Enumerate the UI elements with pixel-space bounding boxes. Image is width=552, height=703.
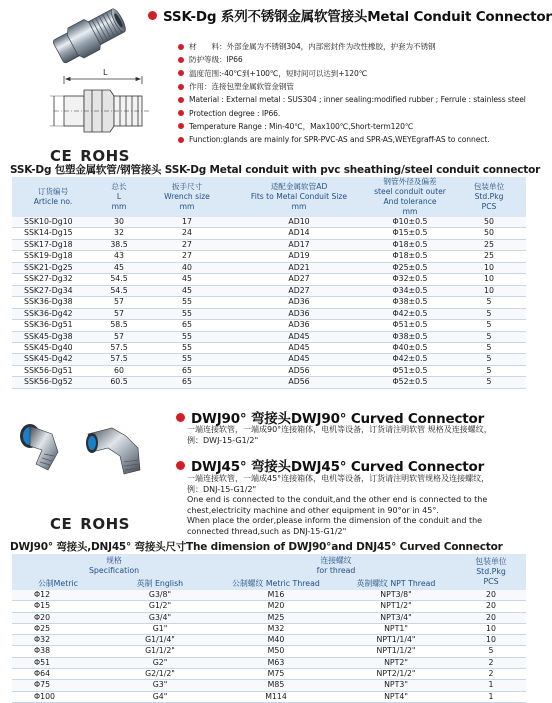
header-line: Specification — [88, 566, 140, 575]
table-header-row — [12, 554, 526, 578]
header-line: PCS — [483, 577, 499, 586]
dwj90-connector-photo — [8, 418, 158, 482]
table-cell: NPT4" — [336, 691, 456, 702]
table-cell: AD21 — [230, 262, 368, 273]
table-cell: 20 — [456, 612, 526, 623]
table-row — [12, 612, 526, 623]
col-header-npt-thread: 英制螺纹 NPT Thread — [336, 578, 456, 590]
ce-rohs-mark-bottom — [50, 515, 130, 533]
table-cell: 5 — [456, 646, 526, 657]
table-cell: AD14 — [230, 228, 368, 239]
table-cell: 65 — [144, 365, 230, 376]
table-cell: SSK36-Dg51 — [12, 320, 94, 331]
table-cell: SSK36-Dg42 — [12, 308, 94, 319]
table-cell: 57 — [94, 308, 144, 319]
table-row — [12, 262, 526, 273]
ce-mark-icon: C​E — [50, 515, 73, 533]
table-cell: Φ18±0.5 — [368, 251, 452, 262]
table-cell: Φ38±0.5 — [368, 297, 452, 308]
table-subheader-row — [12, 578, 526, 590]
table2-title: DWJ90° 弯接头,DNJ45° 弯接头尺寸The dimension of DWJ90°and DNJ45° Curved Connector — [10, 541, 503, 553]
table-cell: AD45 — [230, 342, 368, 353]
table-cell: NPT1" — [336, 623, 456, 634]
spec-item — [178, 93, 534, 106]
table-cell: G2" — [104, 657, 216, 668]
table-cell: Φ20 — [12, 612, 104, 623]
table-cell: SSK45-Dg42 — [12, 354, 94, 365]
dwj45-text-line: 一端连接软管，一端成45°连接箱体，电机等设备，订货请注明软管规格及连接螺纹， — [187, 474, 490, 483]
table-cell: NPT3/4" — [336, 612, 456, 623]
table-cell: 2 — [456, 669, 526, 680]
table-cell: 25 — [452, 251, 526, 262]
table-row — [12, 623, 526, 634]
table-cell: 30 — [94, 217, 144, 228]
table-cell: 27 — [144, 239, 230, 250]
table-cell: 57.5 — [94, 354, 144, 365]
table-cell: NPT2" — [336, 657, 456, 668]
table-cell: Φ12 — [12, 590, 104, 601]
table-cell: 65 — [144, 320, 230, 331]
ssk-header — [148, 5, 552, 25]
table-cell: 5 — [452, 320, 526, 331]
table-cell: Φ51 — [12, 657, 104, 668]
dwj90-text-line: 一端连接软管，一端成90°连接箱体，电机等设备，订货请注明软管 规格及连接螺纹， — [187, 425, 492, 434]
table-cell: Φ64 — [12, 669, 104, 680]
table-cell: 57.5 — [94, 342, 144, 353]
ssk-title: SSK-Dg 系列不锈钢金属软管接头Metal Conduit Connector — [163, 9, 552, 25]
table-cell: M40 — [216, 635, 336, 646]
table-cell: 10 — [456, 635, 526, 646]
spec-text: 作用：连接包塑金属软管金钢管 — [189, 82, 294, 92]
table-cell: AD17 — [230, 239, 368, 250]
table-cell: G3" — [104, 680, 216, 691]
dwj45-text-line: When place the order,please inform the dimension of the conduit and the — [187, 516, 483, 526]
table-cell: AD27 — [230, 285, 368, 296]
spec-bullet-icon — [178, 44, 184, 50]
table-cell: M63 — [216, 657, 336, 668]
table-row — [12, 228, 526, 239]
table-cell: 40 — [144, 262, 230, 273]
spec-item — [178, 67, 534, 80]
table-cell: M114 — [216, 691, 336, 702]
table-row — [12, 377, 526, 388]
dwj45-text-line: 例：DNJ-15-G1/2" — [187, 484, 257, 494]
table-cell: AD56 — [230, 377, 368, 388]
spec-text: 防护等级：IP66 — [189, 55, 243, 65]
table-cell: AD45 — [230, 331, 368, 342]
table-cell: NPT1/1/4" — [336, 635, 456, 646]
table-cell: G4" — [104, 691, 216, 702]
table-cell: 55 — [144, 297, 230, 308]
table-cell: 57 — [94, 297, 144, 308]
col-header-outer: 钢管外径及偏差 steel conduit outer And tolerance mm — [368, 177, 452, 217]
table-cell: 5 — [452, 354, 526, 365]
table-row — [12, 251, 526, 262]
table-cell: Φ75 — [12, 680, 104, 691]
table-cell: G1/1/4" — [104, 635, 216, 646]
dwj-dimension-table — [12, 554, 526, 703]
table-cell: 5 — [452, 377, 526, 388]
length-dimension-label: L — [103, 68, 108, 77]
spec-item — [178, 120, 534, 133]
table-cell: Φ40±0.5 — [368, 342, 452, 353]
spec-bullet-icon — [178, 84, 184, 90]
col-header-metric: 公制Metric — [12, 578, 104, 590]
table-cell: SSK36-Dg38 — [12, 297, 94, 308]
col-header-metric-thread: 公制螺纹 Metric Thread — [216, 578, 336, 590]
table1-title: SSK-Dg 包塑金属软管/钢管接头 SSK-Dg Metal conduit with pvc sheathing/steel conduit connector — [10, 164, 541, 176]
dwj45-text-line: chest,electricity machine and other equipment in 90°or in 45°. — [187, 505, 439, 515]
dwj45-text-line: connected thread,such as DNJ-15-G1/2" — [187, 526, 347, 536]
spec-item — [178, 40, 534, 53]
table-row — [12, 680, 526, 691]
table-cell: NPT3/8" — [336, 590, 456, 601]
table-cell: SSK56-Dg51 — [12, 365, 94, 376]
dwj90-text-line: 例：DWJ-15-G1/2" — [187, 435, 259, 445]
table-cell: G1/1/2" — [104, 646, 216, 657]
table-cell: Φ15±0.5 — [368, 228, 452, 239]
table-cell: SSK14-Dg15 — [12, 228, 94, 239]
table-cell: SSK21-Dg25 — [12, 262, 94, 273]
table-cell: 50 — [452, 217, 526, 228]
table-cell: M85 — [216, 680, 336, 691]
table-cell: SSK19-Dg18 — [12, 251, 94, 262]
table-cell: M50 — [216, 646, 336, 657]
table-cell: Φ10±0.5 — [368, 217, 452, 228]
table-cell: Φ100 — [12, 691, 104, 702]
table-cell: NPT2/1/2" — [336, 669, 456, 680]
table-cell: Φ25 — [12, 623, 104, 634]
table-cell: M16 — [216, 590, 336, 601]
table-row — [12, 657, 526, 668]
table-cell: Φ52±0.5 — [368, 377, 452, 388]
table-row — [12, 354, 526, 365]
table-cell: G3/4" — [104, 612, 216, 623]
table-cell: 25 — [452, 239, 526, 250]
table-cell: M32 — [216, 623, 336, 634]
section-bullet-icon — [176, 413, 185, 422]
table-cell: G2/1/2" — [104, 669, 216, 680]
section-bullet-icon — [148, 11, 157, 20]
table-cell: 10 — [452, 285, 526, 296]
spec-bullet-icon — [178, 97, 184, 103]
table-cell: Φ25±0.5 — [368, 262, 452, 273]
table-cell: 1 — [456, 680, 526, 691]
ce-mark-icon: C​E — [50, 147, 73, 165]
header-line: for thread — [316, 566, 356, 575]
col-header-thread — [216, 554, 456, 578]
table-cell: Φ38±0.5 — [368, 331, 452, 342]
table-cell: 45 — [144, 274, 230, 285]
table-cell: Φ38 — [12, 646, 104, 657]
table-row — [12, 342, 526, 353]
table-cell: SSK27-Dg32 — [12, 274, 94, 285]
table-cell: Φ42±0.5 — [368, 354, 452, 365]
table-cell: 50 — [452, 228, 526, 239]
table-cell: 5 — [452, 308, 526, 319]
dwj90-header — [176, 407, 484, 427]
table-cell: G1" — [104, 623, 216, 634]
table-cell: Φ15 — [12, 601, 104, 612]
table-cell: 55 — [144, 308, 230, 319]
table-cell: SSK56-Dg52 — [12, 377, 94, 388]
table-row — [12, 365, 526, 376]
table-row — [12, 217, 526, 228]
dwj90-title: DWJ90° 弯接头DWJ90° Curved Connector — [191, 411, 485, 427]
dwj45-text-line: One end is connected to the conduit,and the other end is connected to the — [187, 495, 488, 505]
table-cell: AD10 — [230, 217, 368, 228]
table-cell: SSK27-Dg34 — [12, 285, 94, 296]
table-cell: Φ51±0.5 — [368, 320, 452, 331]
table-cell: 54.5 — [94, 274, 144, 285]
table-row — [12, 635, 526, 646]
table-row — [12, 274, 526, 285]
table-row — [12, 297, 526, 308]
table-header-row — [12, 177, 526, 217]
header-line: 规格 — [106, 556, 122, 565]
table-cell: G1/2" — [104, 601, 216, 612]
table-cell: M25 — [216, 612, 336, 623]
table-row — [12, 590, 526, 601]
ssk-dimension-table — [12, 177, 526, 389]
table-cell: 58.5 — [94, 320, 144, 331]
table-cell: SSK45-Dg38 — [12, 331, 94, 342]
table-cell: 60.5 — [94, 377, 144, 388]
dwj45-title: DWJ45° 弯接头DWJ45° Curved Connector — [191, 459, 485, 475]
table-row — [12, 320, 526, 331]
table-cell: AD56 — [230, 365, 368, 376]
table-cell: 2 — [456, 657, 526, 668]
table-cell: 24 — [144, 228, 230, 239]
spec-bullet-icon — [178, 57, 184, 63]
table-cell: 20 — [456, 590, 526, 601]
dwj90-description — [187, 425, 492, 446]
table-cell: 55 — [144, 354, 230, 365]
col-header-conduit: 适配金属软管AD Fits to Metal Conduit Size mm — [230, 177, 368, 217]
spec-bullet-icon — [178, 123, 184, 129]
table-cell: SSK17-Dg18 — [12, 239, 94, 250]
table-cell: 27 — [144, 251, 230, 262]
table-row — [12, 646, 526, 657]
table-cell: Φ51±0.5 — [368, 365, 452, 376]
table-row — [12, 239, 526, 250]
dwj45-header — [176, 455, 484, 475]
table-cell: NPT3" — [336, 680, 456, 691]
spec-text: Protection degree : IP66. — [189, 108, 281, 118]
table-cell: 5 — [452, 365, 526, 376]
section-bullet-icon — [176, 461, 185, 470]
table-cell: SSK10-Dg10 — [12, 217, 94, 228]
table-cell: NPT1/1/2" — [336, 646, 456, 657]
table-cell: 65 — [144, 377, 230, 388]
table-cell: Φ32±0.5 — [368, 274, 452, 285]
spec-text: Material : External metal : SUS304 ; inner sealing:modified rubber ; Ferrule : stainless steel — [189, 95, 526, 105]
spec-item — [178, 53, 534, 66]
col-header-pkg: 包装单位 Std.Pkg PCS — [452, 177, 526, 217]
ssk-connector-photo — [48, 2, 134, 68]
spec-bullet-icon — [178, 137, 184, 143]
table-cell: 38.5 — [94, 239, 144, 250]
table-cell: M20 — [216, 601, 336, 612]
table-row — [12, 691, 526, 702]
table-cell: 45 — [144, 285, 230, 296]
table-cell: AD19 — [230, 251, 368, 262]
table-cell: AD36 — [230, 297, 368, 308]
table-cell: 43 — [94, 251, 144, 262]
table-cell: 55 — [144, 331, 230, 342]
spec-bullet-icon — [178, 70, 184, 76]
col-header-spec — [12, 554, 216, 578]
table-row — [12, 285, 526, 296]
spec-text: 温度范围:-40℃到+100℃，短时间可以达到+120℃ — [189, 68, 368, 78]
spec-text: 材 料：外部金属为不锈钢304，内部密封件为改性橡胶，护套为不锈钢 — [189, 42, 436, 52]
spec-item — [178, 80, 534, 93]
col-header-wrench: 扳手尺寸 Wrench size mm — [144, 177, 230, 217]
ssk-technical-drawing — [40, 68, 160, 148]
table-cell: M75 — [216, 669, 336, 680]
table-row — [12, 308, 526, 319]
table-cell: NPT1/2" — [336, 601, 456, 612]
table-cell: AD36 — [230, 320, 368, 331]
table-cell: Φ18±0.5 — [368, 239, 452, 250]
table-cell: SSK45-Dg40 — [12, 342, 94, 353]
header-line: 连接螺纹 — [320, 556, 352, 565]
header-line: Std.Pkg — [476, 567, 506, 576]
table-cell: 5 — [452, 342, 526, 353]
spec-text: Function:glands are mainly for SPR-PVC-AS and SPR-AS,WEYEgraff-AS to connect. — [189, 135, 490, 145]
col-header-english: 英制 English — [104, 578, 216, 590]
table-cell: AD45 — [230, 354, 368, 365]
table-cell: 10 — [456, 623, 526, 634]
table-cell: 5 — [452, 297, 526, 308]
table-cell: AD36 — [230, 308, 368, 319]
table-cell: AD27 — [230, 274, 368, 285]
table-cell: 57 — [94, 331, 144, 342]
ssk-spec-list — [178, 40, 534, 146]
table-cell: Φ42±0.5 — [368, 308, 452, 319]
table-cell: Φ32 — [12, 635, 104, 646]
table-cell: 32 — [94, 228, 144, 239]
table-row — [12, 601, 526, 612]
spec-text: Temperature Range : Min-40℃，Max100℃,Short-term120℃ — [189, 121, 414, 131]
dwj45-description — [187, 474, 489, 538]
header-line: 包装单位 — [475, 557, 507, 566]
table-cell: G3/8" — [104, 590, 216, 601]
table-cell: 20 — [456, 601, 526, 612]
spec-bullet-icon — [178, 110, 184, 116]
table-cell: 10 — [452, 262, 526, 273]
table-row — [12, 669, 526, 680]
table-row — [12, 331, 526, 342]
rohs-label: ROHS — [80, 147, 130, 165]
spec-item — [178, 133, 534, 146]
table-cell: 60 — [94, 365, 144, 376]
rohs-label: ROHS — [80, 515, 130, 533]
table-cell: 17 — [144, 217, 230, 228]
table-cell: 10 — [452, 274, 526, 285]
col-header-article: 订货编号 Article no. — [12, 177, 94, 217]
table-cell: 55 — [144, 342, 230, 353]
table-cell: 5 — [452, 331, 526, 342]
table-cell: 54.5 — [94, 285, 144, 296]
spec-item — [178, 106, 534, 119]
table-cell: Φ34±0.5 — [368, 285, 452, 296]
col-header-pkg — [456, 554, 526, 590]
table-cell: 1 — [456, 691, 526, 702]
table-cell: 45 — [94, 262, 144, 273]
col-header-length: 总长 L mm — [94, 177, 144, 217]
